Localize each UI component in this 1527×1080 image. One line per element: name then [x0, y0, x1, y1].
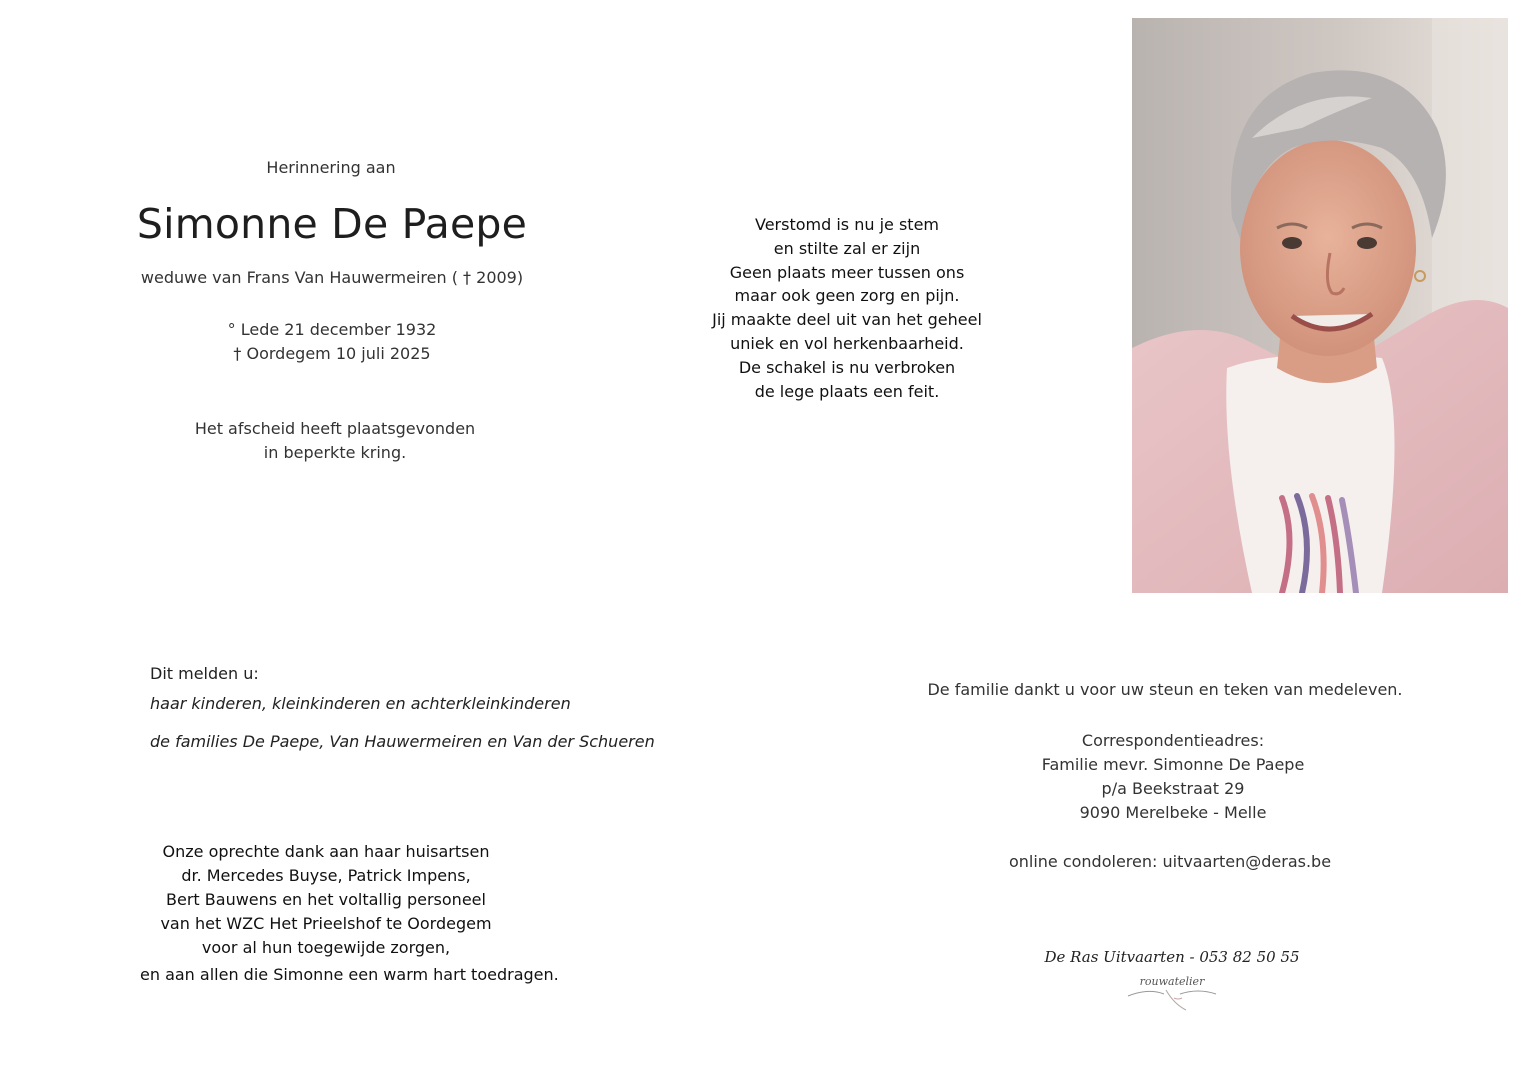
- thanks-line: van het WZC Het Prieelshof te Oordegem: [160, 914, 492, 933]
- portrait-photo: [1132, 18, 1508, 593]
- thanks-line: dr. Mercedes Buyse, Patrick Impens,: [181, 866, 471, 885]
- deceased-name: Simonne De Paepe: [136, 200, 528, 248]
- poem-line: Jij maakte deel uit van het geheel: [712, 310, 982, 330]
- poem-line: De schakel is nu verbroken: [738, 357, 956, 377]
- birth-date: ° Lede 21 december 1932: [227, 320, 437, 339]
- life-dates: [182, 318, 482, 366]
- poem-line: Geen plaats meer tussen ons: [729, 262, 965, 282]
- poem-line: uniek en vol herkenbaarheid.: [730, 333, 964, 353]
- farewell-text: [185, 417, 485, 465]
- portrait-illustration: [1132, 18, 1508, 593]
- death-date: † Oordegem 10 juli 2025: [233, 344, 431, 363]
- address-line: p/a Beekstraat 29: [1101, 779, 1245, 798]
- gratitude-text: De familie dankt u voor uw steun en teken van medeleven.: [927, 680, 1403, 699]
- online-condolence: online condoleren: uitvaarten@deras.be: [1008, 852, 1332, 871]
- correspondence-address: [1010, 729, 1336, 825]
- widow-line: weduwe van Frans Van Hauwermeiren ( † 2009): [140, 268, 524, 287]
- poem-line: de lege plaats een feit.: [754, 381, 940, 401]
- address-label: Correspondentieadres:: [1081, 731, 1265, 750]
- family-line: haar kinderen, kleinkinderen en achterkleinkinderen: [150, 694, 571, 713]
- poem-line: maar ook geen zorg en pijn.: [734, 286, 960, 306]
- thanks-line: en aan allen die Simonne een warm hart toedragen.: [140, 965, 559, 984]
- address-line: 9090 Merelbeke - Melle: [1079, 803, 1267, 822]
- farewell-line: in beperkte kring.: [263, 443, 407, 462]
- thanks-line: Onze oprechte dank aan haar huisartsen: [162, 842, 490, 861]
- funeral-home-signature: De Ras Uitvaarten - 053 82 50 55: [1044, 948, 1300, 966]
- intro-text: Herinnering aan: [266, 158, 396, 177]
- poem-line: Verstomd is nu je stem: [755, 215, 939, 234]
- logo-text: rouwatelier: [1139, 975, 1205, 988]
- poem: [697, 213, 997, 403]
- thanks-line: voor al hun toegewijde zorgen,: [201, 938, 451, 957]
- family-line: de families De Paepe, Van Hauwermeiren en Van der Schueren: [150, 732, 655, 751]
- farewell-line: Het afscheid heeft plaatsgevonden: [194, 419, 476, 438]
- thanks-line: Bert Bauwens en het voltallig personeel: [166, 890, 486, 909]
- poem-line: en stilte zal er zijn: [773, 238, 921, 258]
- address-line: Familie mevr. Simonne De Paepe: [1041, 755, 1305, 774]
- thanks-text: [140, 840, 559, 987]
- announcement-label: Dit melden u:: [150, 664, 259, 683]
